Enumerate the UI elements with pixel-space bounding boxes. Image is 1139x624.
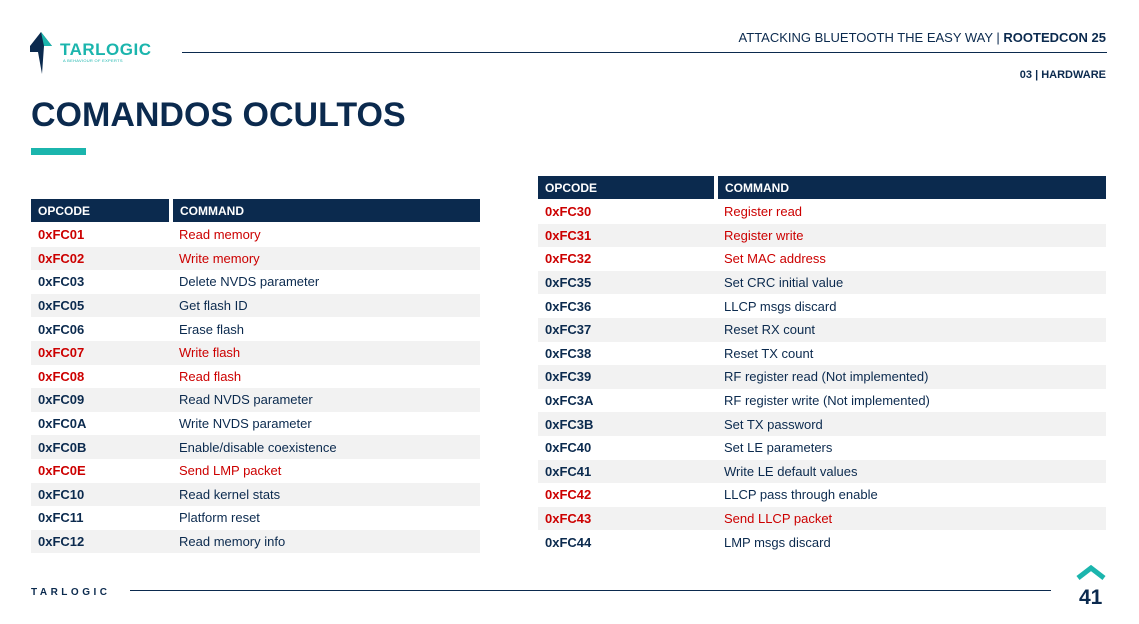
table-row (538, 318, 1106, 342)
command-cell: LLCP pass through enable (724, 487, 878, 503)
opcode-cell: 0xFC06 (38, 321, 85, 337)
table-row (538, 342, 1106, 366)
table-row (538, 460, 1106, 484)
logo-brand-text: TARLOGIC (60, 40, 152, 59)
table-row (538, 247, 1106, 271)
table-row (31, 459, 480, 483)
logo-tagline: A BEHAVIOUR OF EXPERTS (63, 58, 123, 63)
opcode-cell: 0xFC41 (538, 460, 714, 484)
command-cell: Delete NVDS parameter (179, 274, 320, 290)
opcode-table-left (31, 199, 480, 553)
table-row (31, 506, 480, 530)
opcode-cell: 0xFC02 (31, 247, 169, 271)
command-cell: Enable/disable coexistence (169, 435, 480, 459)
header-divider (182, 52, 1107, 53)
opcode-cell: 0xFC31 (538, 224, 714, 248)
table-row (538, 436, 1106, 460)
command-cell: Get flash ID (169, 294, 480, 318)
command-cell: Write flash (169, 341, 480, 365)
column-header-opcode: OPCODE (31, 199, 169, 223)
header-title-prefix: ATTACKING BLUETOOTH THE EASY WAY | (738, 30, 1004, 45)
table-row (538, 507, 1106, 531)
table-row (31, 388, 480, 412)
opcode-cell: 0xFC44 (545, 534, 592, 550)
command-cell: Send LMP packet (179, 463, 282, 479)
command-cell: Read NVDS parameter (169, 388, 480, 412)
command-cell: RF register write (Not implemented) (724, 393, 930, 409)
command-cell: Read memory info (169, 530, 480, 554)
column-header-command: COMMAND (714, 176, 1106, 200)
table-row (31, 435, 480, 459)
table-row (538, 271, 1106, 295)
command-cell: LMP msgs discard (724, 534, 831, 550)
table-row (538, 365, 1106, 389)
opcode-cell: 0xFC11 (38, 510, 84, 526)
command-cell: Write NVDS parameter (179, 416, 312, 432)
command-cell: Set CRC initial value (714, 271, 1106, 295)
command-cell: Set MAC address (724, 251, 826, 267)
opcode-cell: 0xFC37 (538, 318, 714, 342)
table-row (31, 317, 480, 341)
page-title: COMANDOS OCULTOS (31, 96, 406, 134)
header-title-event: ROOTEDCON 25 (1003, 30, 1106, 45)
opcode-cell: 0xFC36 (545, 298, 592, 314)
tarlogic-logo (30, 32, 154, 76)
header-title (739, 30, 1106, 45)
opcode-cell: 0xFC03 (38, 274, 85, 290)
title-accent-bar (31, 148, 86, 155)
table-row (31, 247, 480, 271)
command-cell: Write LE default values (714, 460, 1106, 484)
command-cell: Register write (714, 224, 1106, 248)
opcode-cell: 0xFC32 (545, 251, 592, 267)
opcode-cell: 0xFC10 (31, 483, 169, 507)
section-label: 03 | HARDWARE (1019, 69, 1106, 81)
table-row (31, 483, 480, 507)
opcode-cell: 0xFC09 (31, 388, 169, 412)
opcode-cell: 0xFC3B (538, 412, 714, 436)
command-cell: Send LLCP packet (714, 507, 1106, 531)
command-cell: Reset TX count (724, 345, 814, 361)
command-cell: Register read (724, 204, 803, 220)
opcode-table-right (538, 176, 1106, 554)
command-cell: Erase flash (179, 321, 245, 337)
table-row (538, 294, 1106, 318)
table-row (538, 530, 1106, 554)
command-cell: LLCP msgs discard (724, 298, 837, 314)
opcode-cell: 0xFC0E (38, 463, 86, 479)
command-cell: Read kernel stats (169, 483, 480, 507)
chevron-up-icon (1075, 565, 1107, 581)
page-number: 41 (1079, 586, 1103, 609)
command-cell: Platform reset (179, 510, 260, 526)
opcode-cell: 0xFC05 (31, 294, 169, 318)
command-cell: Set TX password (714, 412, 1106, 436)
opcode-cell: 0xFC38 (545, 345, 592, 361)
opcode-cell: 0xFC35 (538, 271, 714, 295)
table-row (31, 294, 480, 318)
opcode-cell: 0xFC3A (545, 393, 594, 409)
command-cell: RF register read (Not implemented) (714, 365, 1106, 389)
opcode-cell: 0xFC01 (38, 227, 85, 243)
command-cell: Write memory (169, 247, 480, 271)
command-cell: Read memory (179, 227, 261, 243)
opcode-cell: 0xFC08 (38, 368, 85, 384)
table-row (31, 223, 480, 247)
table-row (31, 412, 480, 436)
column-header-command: COMMAND (169, 199, 480, 223)
table-row (538, 224, 1106, 248)
opcode-cell: 0xFC0A (38, 416, 87, 432)
opcode-cell: 0xFC39 (538, 365, 714, 389)
table-row (538, 412, 1106, 436)
footer-divider (130, 590, 1051, 591)
opcode-cell: 0xFC43 (538, 507, 714, 531)
table-row (31, 530, 480, 554)
table-row (31, 341, 480, 365)
table-row (538, 200, 1106, 224)
command-cell: Reset RX count (714, 318, 1106, 342)
footer-brand: TARLOGIC (31, 587, 111, 598)
opcode-cell: 0xFC07 (31, 341, 169, 365)
opcode-cell: 0xFC40 (545, 440, 592, 456)
table-row (31, 365, 480, 389)
opcode-cell: 0xFC12 (31, 530, 169, 554)
table-row (538, 389, 1106, 413)
command-cell: Set LE parameters (724, 440, 833, 456)
column-header-opcode: OPCODE (538, 176, 714, 200)
table-row (31, 270, 480, 294)
command-cell: Read flash (179, 368, 242, 384)
opcode-cell: 0xFC0B (31, 435, 169, 459)
table-row (538, 483, 1106, 507)
opcode-cell: 0xFC30 (545, 204, 592, 220)
opcode-cell: 0xFC42 (545, 487, 592, 503)
tarlogic-logo-icon (30, 32, 56, 76)
